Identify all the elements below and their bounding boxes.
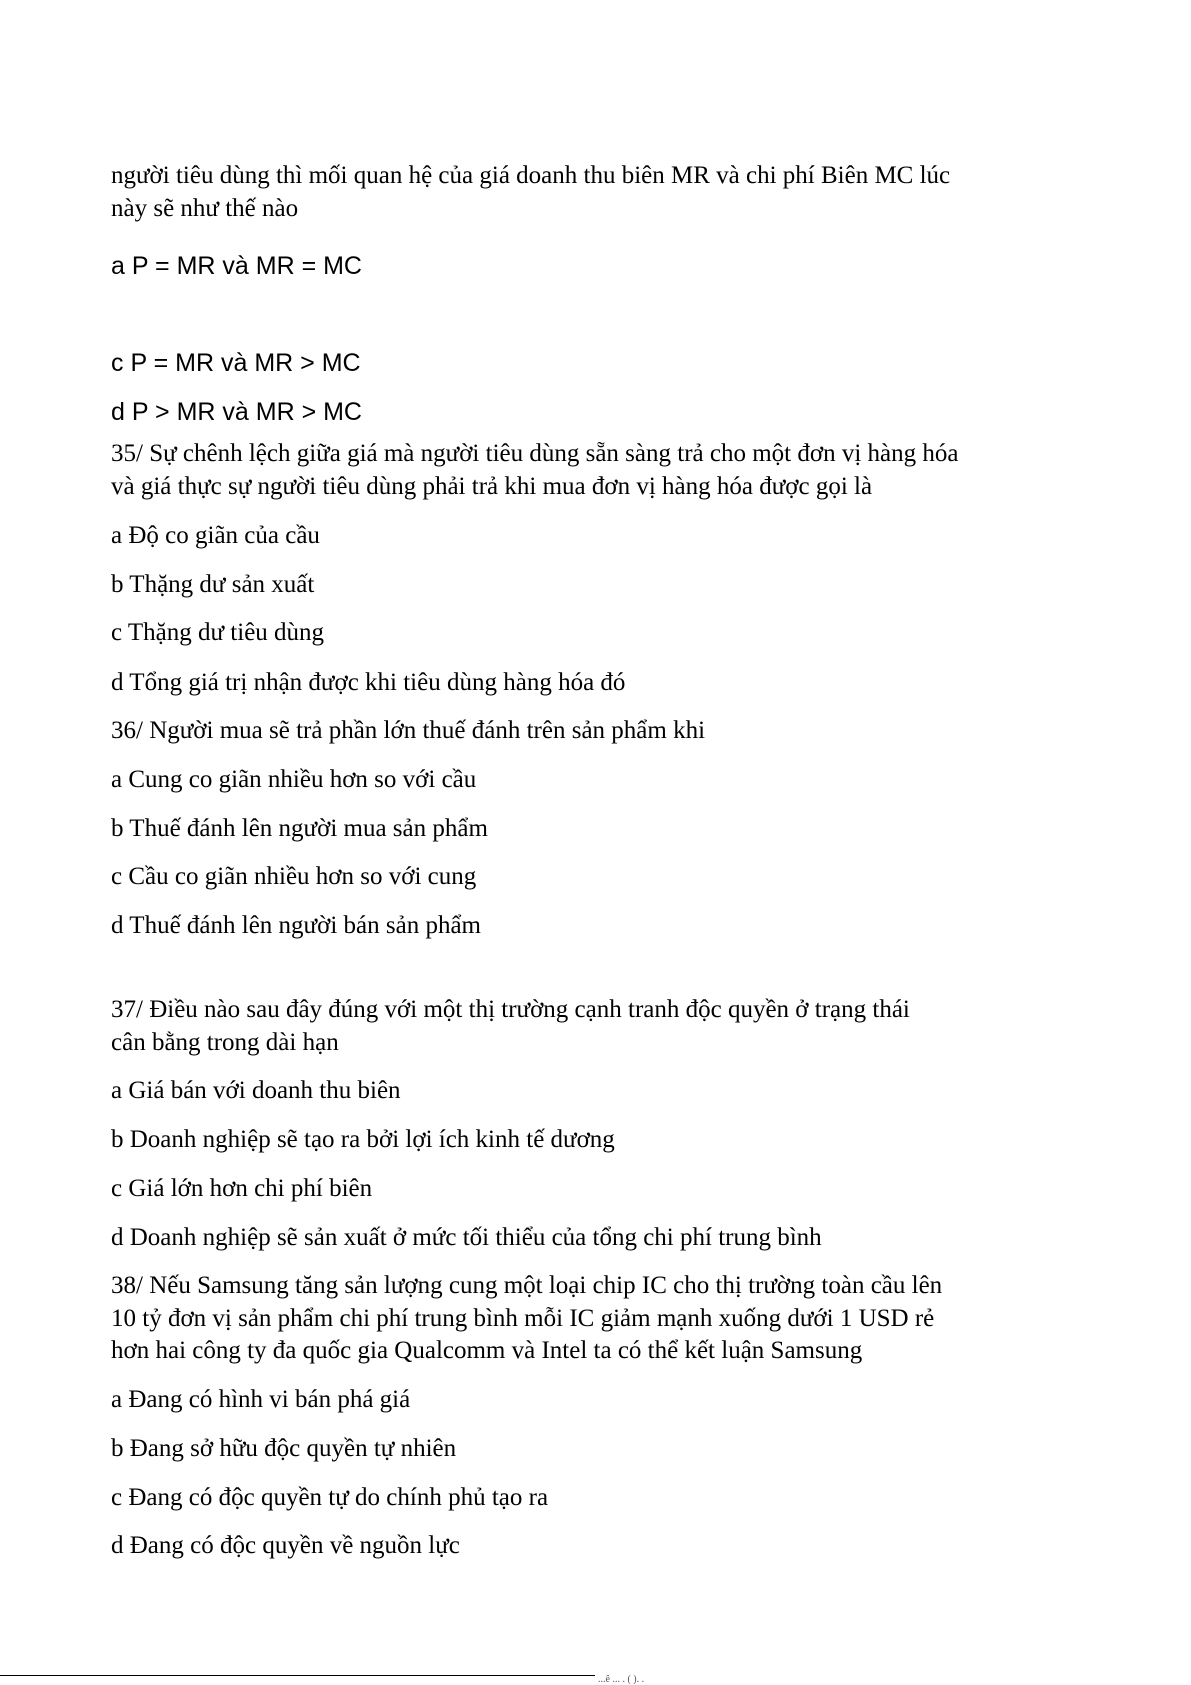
q36-stem-line-1: 36/ Người mua sẽ trả phần lớn thuế đánh trên sản phẩm khi — [111, 717, 706, 744]
q38-option-c: c Đang có độc quyền tự do chính phủ tạo ra — [111, 1484, 549, 1511]
q38-stem-line-3: hơn hai công ty đa quốc gia Qualcomm và Intel ta có thể kết luận Samsung — [111, 1337, 863, 1364]
q37-stem-line-1: 37/ Điều nào sau đây đúng với một thị trường cạnh tranh độc quyền ở trạng thái — [111, 996, 910, 1023]
q35-option-b: b Thặng dư sản xuất — [111, 571, 315, 598]
footer-rule — [0, 1675, 595, 1676]
q34-stem-line-1: người tiêu dùng thì mối quan hệ của giá doanh thu biên MR và chi phí Biên MC lúc — [111, 162, 951, 189]
q38-option-d: d Đang có độc quyền về nguồn lực — [111, 1532, 460, 1559]
q36-option-b: b Thuế đánh lên người mua sản phẩm — [111, 815, 488, 842]
q34-option-c: c P = MR và MR > MC — [111, 349, 361, 377]
q37-option-a: a Giá bán với doanh thu biên — [111, 1077, 401, 1104]
q38-stem-line-2: 10 tỷ đơn vị sản phẩm chi phí trung bình mỗi IC giảm mạnh xuống dưới 1 USD rẻ — [111, 1305, 935, 1332]
q36-option-c: c Cầu co giãn nhiều hơn so với cung — [111, 863, 477, 890]
q37-option-d: d Doanh nghiệp sẽ sản xuất ở mức tối thiểu của tổng chi phí trung bình — [111, 1224, 822, 1251]
q38-option-a: a Đang có hình vi bán phá giá — [111, 1386, 411, 1413]
q36-option-d: d Thuế đánh lên người bán sản phẩm — [111, 912, 481, 939]
q38-stem-line-1: 38/ Nếu Samsung tăng sản lượng cung một loại chip IC cho thị trường toàn cầu lên — [111, 1272, 943, 1299]
q38-option-b: b Đang sở hữu độc quyền tự nhiên — [111, 1435, 457, 1462]
q35-stem-line-1: 35/ Sự chênh lệch giữa giá mà người tiêu dùng sẵn sàng trả cho một đơn vị hàng hóa — [111, 440, 959, 467]
q37-stem-line-2: cân bằng trong dài hạn — [111, 1029, 339, 1056]
q34-stem-line-2: này sẽ như thế nào — [111, 195, 299, 222]
q35-option-a: a Độ co giãn của cầu — [111, 522, 320, 549]
footer-fragment: ...ễ ... . ( ). . — [598, 1675, 645, 1685]
q36-option-a: a Cung co giãn nhiều hơn so với cầu — [111, 766, 477, 793]
q35-stem-line-2: và giá thực sự người tiêu dùng phải trả khi mua đơn vị hàng hóa được gọi là — [111, 473, 873, 500]
q37-option-c: c Giá lớn hơn chi phí biên — [111, 1175, 373, 1202]
q34-option-d: d P > MR và MR > MC — [111, 398, 362, 426]
q34-option-a: a P = MR và MR = MC — [111, 252, 362, 280]
q37-option-b: b Doanh nghiệp sẽ tạo ra bởi lợi ích kinh tế dương — [111, 1126, 615, 1153]
q35-option-c: c Thặng dư tiêu dùng — [111, 619, 325, 646]
q35-option-d: d Tổng giá trị nhận được khi tiêu dùng hàng hóa đó — [111, 669, 626, 696]
